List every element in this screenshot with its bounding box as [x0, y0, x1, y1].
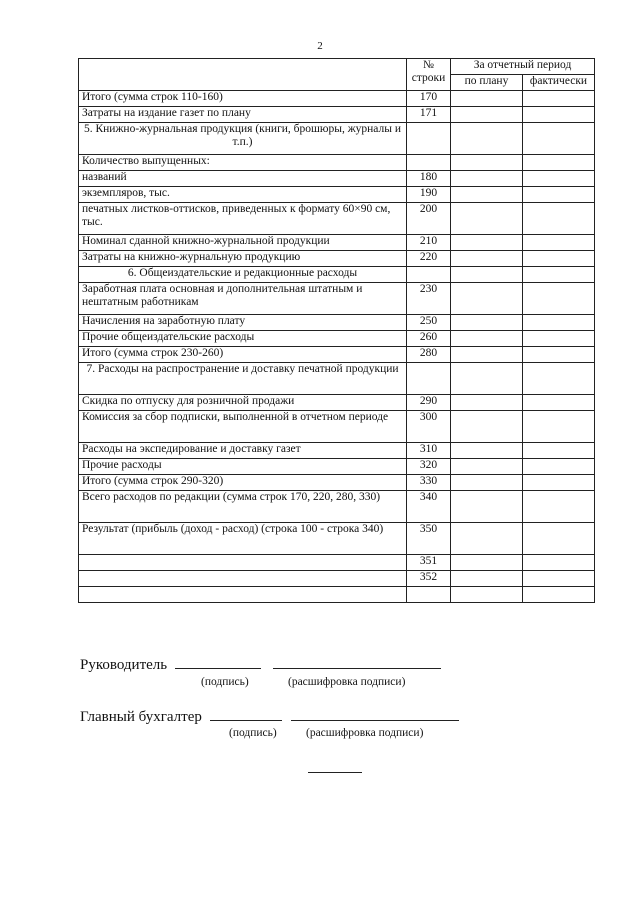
table-row	[79, 187, 595, 203]
row-code: 170	[407, 91, 451, 107]
fact-value-cell[interactable]	[523, 251, 595, 267]
plan-value-cell[interactable]	[451, 331, 523, 347]
fact-value-cell[interactable]	[523, 347, 595, 363]
fact-value-cell[interactable]	[523, 187, 595, 203]
table-row	[79, 171, 595, 187]
page-number: 2	[317, 40, 323, 52]
row-code: 290	[407, 395, 451, 411]
row-code: 320	[407, 459, 451, 475]
row-label: Комиссия за сбор подписки, выполненной в отчетном периоде	[79, 411, 407, 443]
accountant-sign-caption: (подпись)	[229, 727, 277, 739]
row-label: Номинал сданной книжно-журнальной продукции	[79, 235, 407, 251]
row-code: 210	[407, 235, 451, 251]
plan-value-cell[interactable]	[451, 459, 523, 475]
fact-value-cell[interactable]	[523, 235, 595, 251]
plan-value-cell[interactable]	[451, 91, 523, 107]
row-label: экземпляров, тыс.	[79, 187, 407, 203]
header-fact: фактически	[523, 75, 595, 91]
section-row	[79, 123, 595, 155]
plan-value-cell[interactable]	[451, 155, 523, 171]
header-period: За отчетный период	[451, 59, 595, 75]
accountant-sign-blank[interactable]	[210, 708, 282, 721]
fact-value-cell[interactable]	[523, 315, 595, 331]
table-row	[79, 491, 595, 523]
row-code	[407, 363, 451, 395]
fact-value-cell[interactable]	[523, 155, 595, 171]
fact-value-cell[interactable]	[523, 107, 595, 123]
table-row	[79, 235, 595, 251]
head-signature-line	[80, 656, 441, 674]
row-label: 7. Расходы на распространение и доставку печатной продукции	[79, 363, 407, 395]
section-row	[79, 267, 595, 283]
row-label	[79, 587, 407, 603]
head-sign-blank[interactable]	[175, 656, 261, 669]
report-table	[78, 58, 595, 603]
row-code: 230	[407, 283, 451, 315]
fact-value-cell[interactable]	[523, 491, 595, 523]
head-sign-caption: (подпись)	[201, 676, 249, 688]
plan-value-cell[interactable]	[451, 187, 523, 203]
plan-value-cell[interactable]	[451, 267, 523, 283]
accountant-title: Главный бухгалтер	[80, 709, 202, 725]
fact-value-cell[interactable]	[523, 395, 595, 411]
table-row	[79, 587, 595, 603]
accountant-name-caption: (расшифровка подписи)	[306, 727, 424, 739]
row-code: 280	[407, 347, 451, 363]
plan-value-cell[interactable]	[451, 235, 523, 251]
header-plan: по плану	[451, 75, 523, 91]
row-label: Заработная плата основная и дополнительная штатным и нештатным работникам	[79, 283, 407, 315]
plan-value-cell[interactable]	[451, 555, 523, 571]
table-row	[79, 331, 595, 347]
row-label: Начисления на заработную плату	[79, 315, 407, 331]
fact-value-cell[interactable]	[523, 523, 595, 555]
fact-value-cell[interactable]	[523, 91, 595, 107]
row-label: Итого (сумма строк 290-320)	[79, 475, 407, 491]
plan-value-cell[interactable]	[451, 363, 523, 395]
row-code	[407, 155, 451, 171]
plan-value-cell[interactable]	[451, 523, 523, 555]
fact-value-cell[interactable]	[523, 331, 595, 347]
plan-value-cell[interactable]	[451, 491, 523, 523]
fact-value-cell[interactable]	[523, 555, 595, 571]
plan-value-cell[interactable]	[451, 587, 523, 603]
plan-value-cell[interactable]	[451, 251, 523, 267]
head-title: Руководитель	[80, 657, 168, 673]
table-row	[79, 443, 595, 459]
header-label-cell	[79, 59, 407, 91]
row-label	[79, 555, 407, 571]
row-label: названий	[79, 171, 407, 187]
row-label: Скидка по отпуску для розничной продажи	[79, 395, 407, 411]
table-row	[79, 107, 595, 123]
fact-value-cell[interactable]	[523, 459, 595, 475]
row-label: Расходы на экспедирование и доставку газет	[79, 443, 407, 459]
row-label: Количество выпущенных:	[79, 155, 407, 171]
row-label: Всего расходов по редакции (сумма строк 170, 220, 280, 330)	[79, 491, 407, 523]
plan-value-cell[interactable]	[451, 443, 523, 459]
fact-value-cell[interactable]	[523, 123, 595, 155]
plan-value-cell[interactable]	[451, 203, 523, 235]
table-row	[79, 347, 595, 363]
row-label: Итого (сумма строк 230-260)	[79, 347, 407, 363]
table-row	[79, 571, 595, 587]
row-code	[407, 123, 451, 155]
fact-value-cell[interactable]	[523, 171, 595, 187]
plan-value-cell[interactable]	[451, 475, 523, 491]
row-label: Затраты на издание газет по плану	[79, 107, 407, 123]
row-code: 260	[407, 331, 451, 347]
plan-value-cell[interactable]	[451, 571, 523, 587]
row-code: 300	[407, 411, 451, 443]
fact-value-cell[interactable]	[523, 443, 595, 459]
table-row	[79, 315, 595, 331]
row-label: Итого (сумма строк 110-160)	[79, 91, 407, 107]
section-row	[79, 363, 595, 395]
row-label: 6. Общеиздательские и редакционные расходы	[79, 267, 407, 283]
row-code: 352	[407, 571, 451, 587]
row-label: Прочие общеиздательские расходы	[79, 331, 407, 347]
fact-value-cell[interactable]	[523, 571, 595, 587]
row-code: 171	[407, 107, 451, 123]
table-body	[79, 91, 595, 603]
row-code	[407, 587, 451, 603]
row-label: печатных листков-оттисков, приведенных к формату 60×90 см, тыс.	[79, 203, 407, 235]
fact-value-cell[interactable]	[523, 267, 595, 283]
row-code: 200	[407, 203, 451, 235]
row-code: 351	[407, 555, 451, 571]
table-row	[79, 555, 595, 571]
row-code: 330	[407, 475, 451, 491]
row-label: Затраты на книжно-журнальную продукцию	[79, 251, 407, 267]
row-label: Результат (прибыль (доход - расход) (строка 100 - строка 340)	[79, 523, 407, 555]
row-code: 180	[407, 171, 451, 187]
plan-value-cell[interactable]	[451, 347, 523, 363]
row-label: Прочие расходы	[79, 459, 407, 475]
table-row	[79, 155, 595, 171]
row-code: 220	[407, 251, 451, 267]
head-name-blank[interactable]	[273, 656, 441, 669]
row-code: 350	[407, 523, 451, 555]
plan-value-cell[interactable]	[451, 123, 523, 155]
row-code: 340	[407, 491, 451, 523]
table-row	[79, 251, 595, 267]
table-row	[79, 203, 595, 235]
end-divider	[308, 772, 362, 773]
accountant-name-blank[interactable]	[291, 708, 459, 721]
row-label: 5. Книжно-журнальная продукция (книги, брошюры, журналы и т.п.)	[79, 123, 407, 155]
plan-value-cell[interactable]	[451, 107, 523, 123]
row-code	[407, 267, 451, 283]
fact-value-cell[interactable]	[523, 411, 595, 443]
plan-value-cell[interactable]	[451, 395, 523, 411]
plan-value-cell[interactable]	[451, 283, 523, 315]
fact-value-cell[interactable]	[523, 363, 595, 395]
table-row	[79, 395, 595, 411]
table-row	[79, 411, 595, 443]
table-row	[79, 475, 595, 491]
row-label	[79, 571, 407, 587]
row-code: 190	[407, 187, 451, 203]
table-row	[79, 91, 595, 107]
head-name-caption: (расшифровка подписи)	[288, 676, 406, 688]
plan-value-cell[interactable]	[451, 411, 523, 443]
table-row	[79, 459, 595, 475]
table-row	[79, 523, 595, 555]
fact-value-cell[interactable]	[523, 587, 595, 603]
plan-value-cell[interactable]	[451, 315, 523, 331]
fact-value-cell[interactable]	[523, 283, 595, 315]
fact-value-cell[interactable]	[523, 475, 595, 491]
row-code: 250	[407, 315, 451, 331]
row-code: 310	[407, 443, 451, 459]
fact-value-cell[interactable]	[523, 203, 595, 235]
plan-value-cell[interactable]	[451, 171, 523, 187]
table-row	[79, 283, 595, 315]
header-row-number: № строки	[407, 59, 451, 91]
accountant-signature-line	[80, 708, 459, 726]
